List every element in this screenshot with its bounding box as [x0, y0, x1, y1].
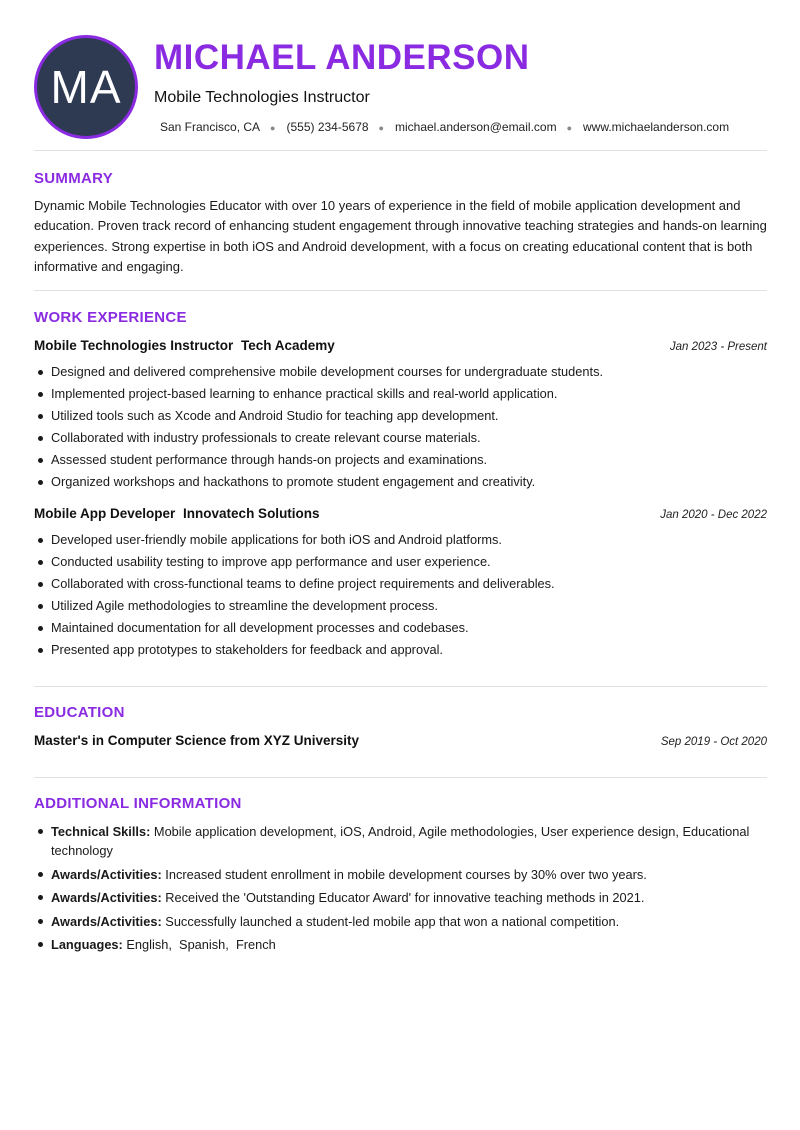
contact-website[interactable]: www.michaelanderson.com [583, 120, 730, 134]
work-experience-heading: WORK EXPERIENCE [34, 309, 187, 326]
additional-info-heading: ADDITIONAL INFORMATION [34, 795, 242, 812]
section-divider [34, 290, 767, 291]
avatar [34, 35, 138, 139]
list-item: Maintained documentation for all development processes and codebases. [34, 617, 767, 639]
job-company: Innovatech Solutions [183, 506, 320, 521]
separator-dot-icon: ● [566, 123, 573, 133]
section-divider [34, 686, 767, 687]
separator-dot-icon: ● [270, 123, 276, 133]
summary-heading: SUMMARY [34, 170, 114, 187]
info-label: Awards/Activities: [51, 866, 162, 882]
job-role: Mobile Technologies Instructor [34, 338, 234, 353]
info-label: Awards/Activities: [51, 890, 162, 905]
list-item [34, 912, 767, 931]
job-bullets [34, 361, 767, 493]
list-item: Collaborated with cross-functional teams to define project requirements and deliverables. [34, 573, 767, 595]
job-role: Mobile App Developer [34, 506, 176, 521]
info-text: Mobile application development, iOS, Android, Agile methodologies, User experience design, Educational technology [51, 824, 750, 858]
list-item: Implemented project-based learning to enhance practical skills and real-world application. [34, 383, 767, 405]
list-item [34, 822, 767, 860]
avatar-initials: MA [50, 61, 122, 113]
list-item [34, 888, 767, 907]
candidate-title: Mobile Technologies Instructor [154, 89, 370, 106]
info-label: Technical Skills: [51, 824, 151, 839]
info-text: English, Spanish, French [126, 937, 276, 952]
list-item: Utilized tools such as Xcode and Android Studio for teaching app development. [34, 405, 767, 427]
list-item: Organized workshops and hackathons to promote student engagement and creativity. [34, 471, 767, 493]
job-company: Tech Academy [241, 338, 335, 353]
list-item: Designed and delivered comprehensive mobile development courses for undergraduate students. [34, 361, 767, 383]
list-item: Utilized Agile methodologies to streamline the development process. [34, 595, 767, 617]
education-degree: Master's in Computer Science from XYZ University [34, 733, 360, 748]
education-heading: EDUCATION [34, 704, 125, 721]
separator-dot-icon: ● [378, 123, 384, 133]
section-divider [34, 777, 767, 778]
contact-phone: (555) 234-5678 [286, 120, 369, 134]
job-bullets [34, 529, 767, 661]
contact-location: San Francisco, CA [160, 120, 261, 134]
job-dates: Jan 2020 - Dec 2022 [660, 509, 767, 521]
info-text: Received the 'Outstanding Educator Award' for innovative teaching methods in 2021. [165, 890, 645, 905]
contact-email[interactable]: michael.anderson@email.com [394, 120, 557, 134]
info-text: Increased student enrollment in mobile development courses by 30% over two years. [165, 866, 647, 882]
list-item: Developed user-friendly mobile applications for both iOS and Android platforms. [34, 529, 767, 551]
section-divider [34, 150, 767, 151]
list-item: Conducted usability testing to improve app performance and user experience. [34, 551, 767, 573]
info-text: Successfully launched a student-led mobile app that won a national competition. [165, 913, 620, 929]
contact-line [160, 120, 729, 134]
list-item [34, 865, 767, 884]
list-item [34, 935, 767, 954]
list-item: Presented app prototypes to stakeholders for feedback and approval. [34, 639, 767, 661]
education-entry [34, 733, 767, 748]
job-title-line [34, 338, 335, 353]
job-title-line [34, 506, 320, 521]
candidate-name: MICHAEL ANDERSON [154, 38, 530, 77]
job-dates: Jan 2023 - Present [669, 341, 767, 353]
job-header [34, 338, 767, 353]
additional-info-list [34, 822, 767, 959]
summary-text: Dynamic Mobile Technologies Educator with over 10 years of experience in the field of mobile application development and education. Proven track record of enhancing student engagement through innovative teaching strategies and hands-on learning experiences. Strong expertise in both iOS and Android development, with a focus on creating educational content that is both informative and engaging. [34, 198, 767, 274]
list-item: Collaborated with industry professionals to create relevant course materials. [34, 427, 767, 449]
list-item: Assessed student performance through hands-on projects and examinations. [34, 449, 767, 471]
info-label: Languages: [51, 937, 123, 952]
job-header [34, 506, 767, 521]
info-label: Awards/Activities: [51, 913, 162, 929]
education-dates: Sep 2019 - Oct 2020 [660, 736, 767, 748]
